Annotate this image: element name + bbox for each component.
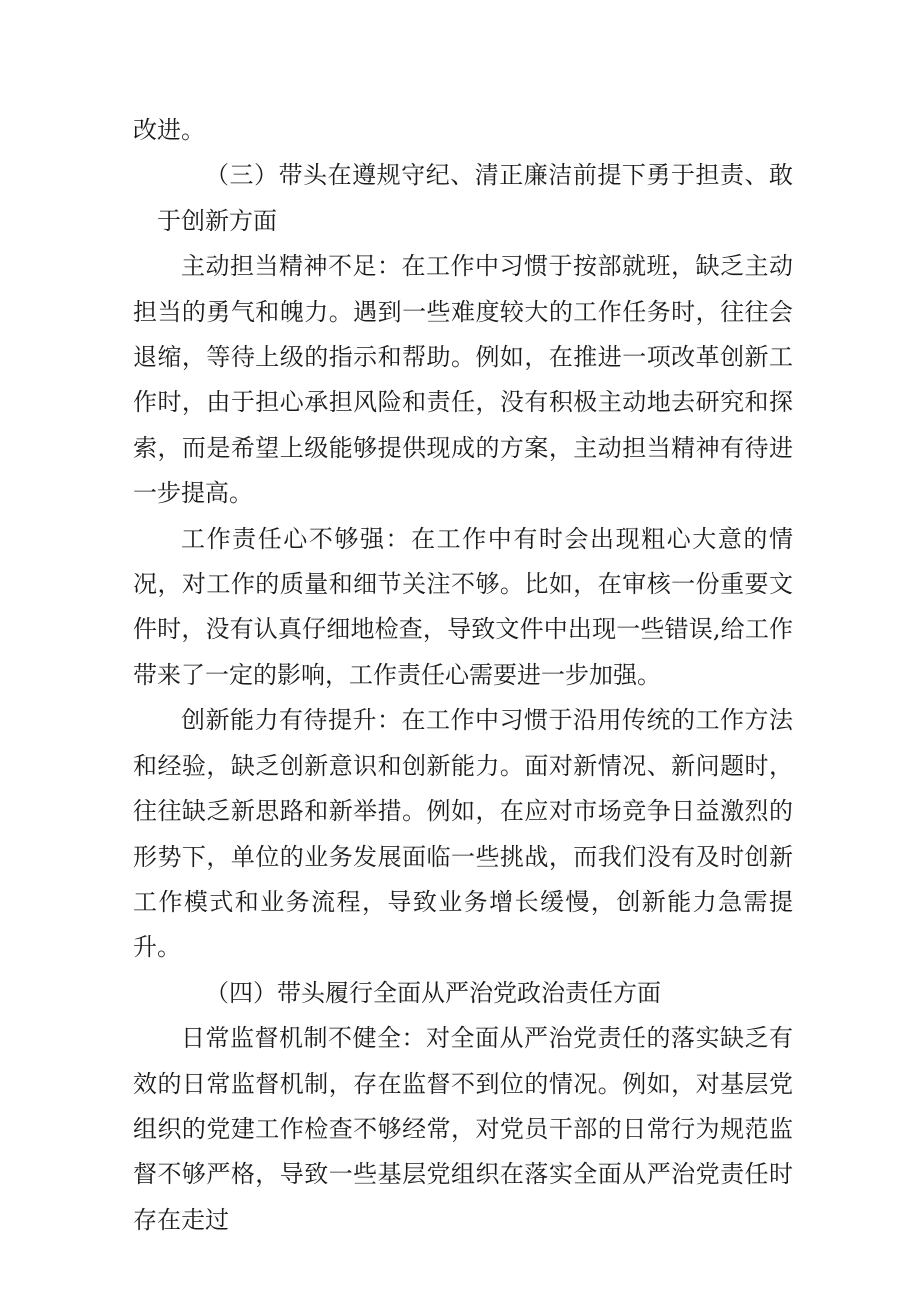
document-body [133, 108, 793, 1243]
section-heading-three: （三）带头在遵规守纪、清正廉洁前提下勇于担责、敢于创新方面 [157, 161, 793, 235]
paragraph-continuation: 改进。 [133, 116, 205, 144]
section-heading-four: （四）带头履行全面从严治党政治责任方面 [205, 978, 661, 1007]
paragraph-innovation: 创新能力有待提升：在工作中习惯于沿用传统的工作方法和经验，缺乏创新意识和创新能力。面对新情况、新问题时，往往缺乏新思路和新举措。例如，在应对市场竞争日益激烈的形势下，单位的业务发展面临一些挑战，而我们没有及时创新工作模式和业务流程，导致业务增长缓慢，创新能力急需提升。 [133, 706, 793, 962]
paragraph-initiative: 主动担当精神不足：在工作中习惯于按部就班，缺乏主动担当的勇气和魄力。遇到一些难度较大的工作任务时，往往会退缩，等待上级的指示和帮助。例如，在推进一项改革创新工作时，由于担心承担风险和责任，没有积极主动地去研究和探索，而是希望上级能够提供现成的方案，主动担当精神有待进一步提高。 [133, 252, 793, 508]
paragraph-supervision: 日常监督机制不健全：对全面从严治党责任的落实缺乏有效的日常监督机制，存在监督不到位的情况。例如，对基层党组织的党建工作检查不够经常，对党员干部的日常行为规范监督不够严格，导致一些基层党组织在落实全面从严治党责任时存在走过 [133, 1024, 793, 1234]
paragraph-responsibility: 工作责任心不够强：在工作中有时会出现粗心大意的情况，对工作的质量和细节关注不够。比如，在审核一份重要文件时，没有认真仔细地检查，导致文件中出现一些错误,给工作带来了一定的影响，工作责任心需要进一步加强。 [133, 524, 793, 689]
